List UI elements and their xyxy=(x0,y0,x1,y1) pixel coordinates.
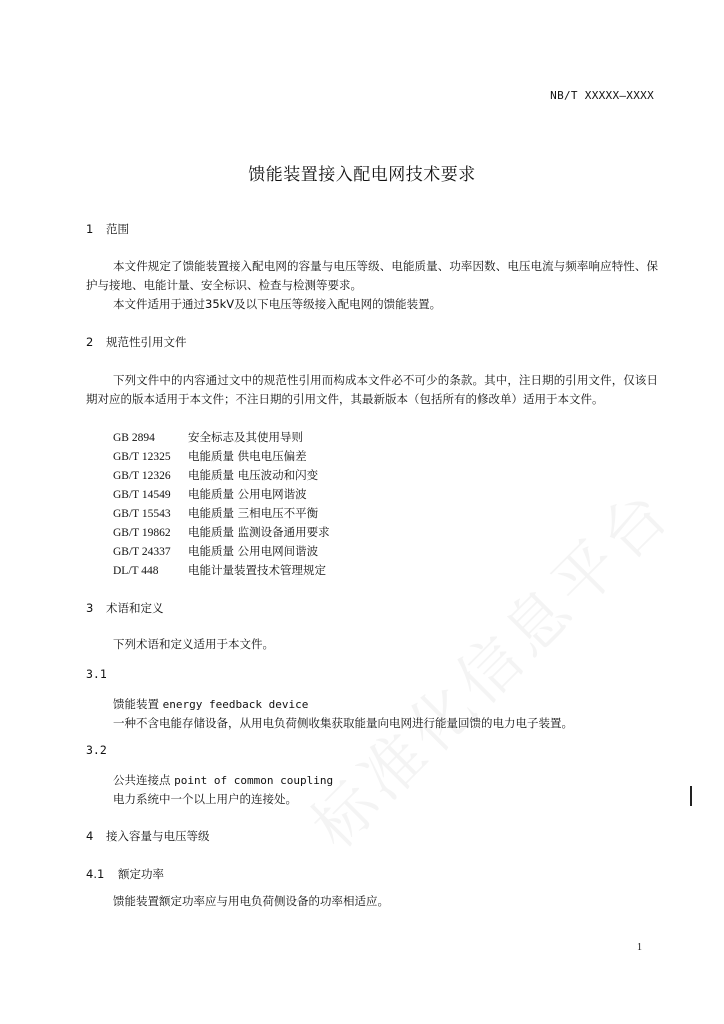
reference-title: 电能质量 监测设备通用要求 xyxy=(188,525,330,539)
section-number: 3 xyxy=(86,601,94,615)
reference-code: GB/T 19862 xyxy=(113,527,171,539)
reference-code: GB/T 12325 xyxy=(113,451,171,463)
term-3-1-number: 3.1 xyxy=(86,667,107,681)
term-3-1-definition: 一种不含电能存储设备，从用电负荷侧收集获取能量向电网进行能量回馈的电力电子装置。 xyxy=(113,716,573,730)
section-2-heading xyxy=(86,334,187,350)
section-title: 接入容量与电压等级 xyxy=(106,829,210,843)
reference-item xyxy=(113,485,330,504)
subsection-4-1-heading xyxy=(86,866,164,882)
section-1-paragraph-1: 本文件规定了馈能装置接入配电网的容量与电压等级、电能质量、功率因数、电压电流与频率响应特性、保护与接地、电能计量、安全标识、检查与检测等要求。 xyxy=(86,259,658,292)
term-3-2-number: 3.2 xyxy=(86,743,107,757)
section-title: 范围 xyxy=(106,222,129,236)
reference-code: GB/T 12326 xyxy=(113,470,171,482)
subsection-4-1-paragraph: 馈能装置额定功率应与用电负荷侧设备的功率相适应。 xyxy=(113,894,389,908)
change-bar xyxy=(690,786,692,806)
reference-code: GB/T 14549 xyxy=(113,489,171,501)
subsection-number: 4.1 xyxy=(86,867,105,881)
document-title: 馈能装置接入配电网技术要求 xyxy=(248,165,476,185)
reference-title: 电能质量 三相电压不平衡 xyxy=(188,506,319,520)
reference-title: 电能质量 公用电网间谐波 xyxy=(188,544,319,558)
reference-item xyxy=(113,561,330,580)
reference-title: 安全标志及其使用导则 xyxy=(188,430,303,444)
reference-title: 电能计量装置技术管理规定 xyxy=(188,563,326,577)
reference-item xyxy=(113,428,330,447)
reference-code: GB 2894 xyxy=(113,432,155,444)
section-3-intro: 下列术语和定义适用于本文件。 xyxy=(113,637,274,651)
reference-title: 电能质量 供电电压偏差 xyxy=(188,449,307,463)
subsection-title: 额定功率 xyxy=(118,867,164,881)
term-3-2-heading xyxy=(113,772,333,788)
term-name: 公共连接点 xyxy=(113,773,171,787)
section-3-heading xyxy=(86,600,164,616)
page-number: 1 xyxy=(637,942,642,953)
reference-item xyxy=(113,466,330,485)
reference-title: 电能质量 电压波动和闪变 xyxy=(188,468,319,482)
section-2-paragraph-1: 下列文件中的内容通过文中的规范性引用而构成本文件必不可少的条款。其中，注日期的引用文件，仅该日期对应的版本适用于本文件；不注日期的引用文件，其最新版本（包括所有的修改单）适用于本文件。 xyxy=(86,373,658,406)
reference-item xyxy=(113,447,330,466)
section-title: 术语和定义 xyxy=(106,601,164,615)
reference-code: DL/T 448 xyxy=(113,565,159,577)
watermark xyxy=(288,465,688,865)
section-number: 4 xyxy=(86,829,94,843)
term-3-1-heading xyxy=(113,696,308,712)
section-1-paragraph-2: 本文件适用于通过35kV及以下电压等级接入配电网的馈能装置。 xyxy=(113,297,442,311)
section-number: 2 xyxy=(86,335,94,349)
term-english: energy feedback device xyxy=(162,698,309,711)
section-4-heading xyxy=(86,828,210,844)
section-title: 规范性引用文件 xyxy=(106,335,187,349)
term-english: point of common coupling xyxy=(174,774,334,787)
reference-item xyxy=(113,523,330,542)
normative-reference-list xyxy=(113,428,330,580)
reference-code: GB/T 15543 xyxy=(113,508,171,520)
reference-title: 电能质量 公用电网谐波 xyxy=(188,487,307,501)
standard-code: NB/T XXXXX—XXXX xyxy=(550,89,654,102)
reference-item xyxy=(113,504,330,523)
section-number: 1 xyxy=(86,222,94,236)
term-3-2-definition: 电力系统中一个以上用户的连接处。 xyxy=(113,792,297,806)
reference-item xyxy=(113,542,330,561)
reference-code: GB/T 24337 xyxy=(113,546,171,558)
section-1-heading xyxy=(86,221,129,237)
term-name: 馈能装置 xyxy=(113,697,159,711)
